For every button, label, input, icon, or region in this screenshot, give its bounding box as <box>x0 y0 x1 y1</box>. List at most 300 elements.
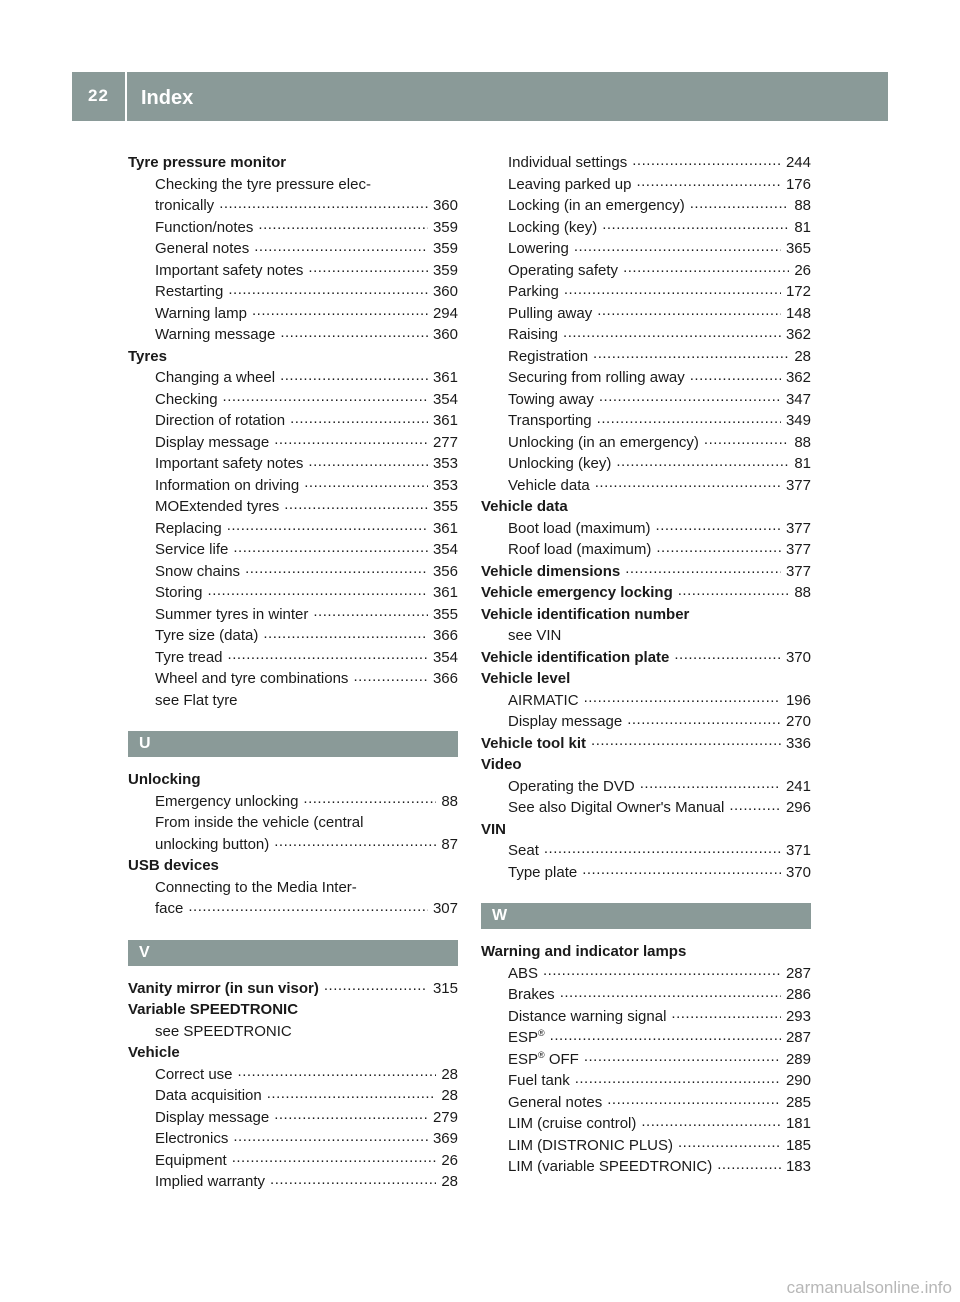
entry-label-text: See also Digital Owner's Manual <box>508 799 725 816</box>
index-heading <box>128 978 458 1000</box>
index-subentry <box>481 862 811 884</box>
index-subentry <box>481 797 811 819</box>
dot-leader <box>274 848 436 849</box>
dot-leader <box>625 575 781 576</box>
dot-leader <box>627 725 781 726</box>
entry-label <box>508 346 588 368</box>
section-letter-bar: U <box>128 731 458 757</box>
entry-label-text: Replacing <box>155 519 222 537</box>
entry-label-text: Restarting <box>155 283 224 300</box>
entry-label <box>155 1085 262 1107</box>
dot-leader <box>270 1185 436 1186</box>
entry-label-text: Operating safety <box>508 261 619 279</box>
entry-label-text: ESP <box>508 1029 539 1046</box>
entry-label-text: Vanity mirror (in sun visor) <box>128 979 319 997</box>
section-letter-bar: V <box>128 940 458 966</box>
page-reference: 181 <box>785 1115 811 1132</box>
page-reference: 196 <box>785 691 811 709</box>
page-reference: 336 <box>785 734 811 752</box>
entry-label <box>155 1128 228 1150</box>
entry-label <box>508 410 592 432</box>
page-reference: 296 <box>785 799 811 816</box>
page-reference: 28 <box>441 1087 458 1104</box>
dot-leader <box>188 912 428 913</box>
dot-leader <box>263 639 428 640</box>
dot-leader <box>232 1164 437 1165</box>
index-subentry: Checking the tyre pressure elec- <box>155 175 371 193</box>
dot-leader <box>353 682 428 683</box>
entry-label <box>155 668 348 690</box>
entry-label-text: General notes <box>508 1093 603 1111</box>
entry-label <box>155 475 299 497</box>
entry-label-text: Boot load (maximum) <box>508 519 651 537</box>
page-reference: 26 <box>441 1151 458 1169</box>
entry-label <box>508 1027 545 1049</box>
index-heading: Variable SPEEDTRONIC <box>128 1001 299 1018</box>
entry-label-text: Warning message <box>155 326 276 343</box>
page-reference: 377 <box>785 519 811 537</box>
index-heading: Vehicle identification number <box>481 605 690 623</box>
page-reference: 361 <box>432 519 458 537</box>
page-reference: 361 <box>432 369 458 386</box>
dot-leader <box>623 274 789 275</box>
entry-label <box>508 1092 602 1114</box>
index-heading <box>481 647 811 669</box>
dot-leader <box>595 489 781 490</box>
entry-label <box>155 303 247 325</box>
header-bar <box>72 72 888 121</box>
entry-label-text: Tyre tread <box>155 648 223 666</box>
page-reference: 185 <box>785 1136 811 1154</box>
entry-label <box>508 984 555 1006</box>
page-reference: 293 <box>785 1007 811 1025</box>
entry-label-text: Brakes <box>508 986 555 1003</box>
index-subentry: see VIN <box>508 627 562 644</box>
entry-label-text: ESP <box>508 1050 539 1068</box>
dot-leader <box>671 1020 781 1021</box>
page-reference: 290 <box>785 1072 811 1089</box>
page-reference: 356 <box>432 562 458 580</box>
index-heading: Tyres <box>128 347 167 365</box>
entry-label-text: Unlocking (key) <box>508 455 612 472</box>
entry-label-text: Important safety notes <box>155 455 304 472</box>
entry-label-text: Roof load (maximum) <box>508 541 652 558</box>
index-column-left <box>128 152 458 1193</box>
entry-label <box>155 1150 227 1172</box>
page-reference: 362 <box>785 369 811 386</box>
dot-leader <box>219 209 428 210</box>
entry-label-text: unlocking button) <box>155 835 270 853</box>
entry-label <box>155 281 223 303</box>
entry-label <box>508 776 635 798</box>
entry-label <box>508 1113 636 1135</box>
index-heading: Vehicle level <box>481 670 571 687</box>
page-reference: 81 <box>794 218 811 236</box>
entry-label-text: Checking <box>155 390 218 408</box>
entry-label <box>508 1049 579 1071</box>
entry-label <box>155 217 253 239</box>
entry-label <box>508 1156 712 1178</box>
entry-label-text: Lowering <box>508 240 569 257</box>
index-subentry <box>128 1171 458 1193</box>
entry-label <box>508 797 724 819</box>
entry-label <box>508 1070 570 1092</box>
entry-label-text: General notes <box>155 240 250 257</box>
entry-label-text: Important safety notes <box>155 261 304 279</box>
entry-label-text: Wheel and tyre combinations <box>155 670 349 687</box>
index-subentry <box>481 475 811 497</box>
entry-label <box>481 582 673 604</box>
dot-leader <box>233 1142 428 1143</box>
entry-label-text: MOExtended tyres <box>155 498 280 515</box>
entry-label-text: Equipment <box>155 1151 227 1169</box>
entry-label <box>508 1135 673 1157</box>
entry-label-text: Type plate <box>508 863 578 881</box>
dot-leader <box>267 1099 437 1100</box>
entry-label-text: Vehicle emergency locking <box>481 584 673 601</box>
dot-leader <box>324 992 428 993</box>
page-reference: 286 <box>785 986 811 1003</box>
entry-label-text: Information on driving <box>155 476 300 494</box>
dot-leader <box>274 1121 428 1122</box>
dot-leader <box>303 805 436 806</box>
dot-leader <box>550 1041 781 1042</box>
entry-label-text: Fuel tank <box>508 1072 570 1089</box>
page-reference: 307 <box>432 900 458 917</box>
page-reference: 26 <box>794 261 811 279</box>
index-subentry <box>128 668 458 690</box>
page-reference: 370 <box>785 648 811 666</box>
dot-leader <box>313 618 428 619</box>
entry-label-text: Securing from rolling away <box>508 369 685 386</box>
index-heading: Vehicle <box>128 1044 180 1061</box>
dot-leader <box>582 876 781 877</box>
index-heading <box>481 733 811 755</box>
entry-label-text: Unlocking (in an emergency) <box>508 433 699 451</box>
page-reference: 28 <box>441 1065 458 1083</box>
page-reference: 359 <box>432 218 458 236</box>
page-reference: 28 <box>441 1173 458 1190</box>
entry-label <box>155 1064 233 1086</box>
dot-leader <box>543 977 781 978</box>
dot-leader <box>223 403 428 404</box>
entry-label-text: Implied warranty <box>155 1173 266 1190</box>
index-subentry <box>128 834 458 856</box>
index-heading: Warning and indicator lamps <box>481 943 687 960</box>
dot-leader <box>717 1170 781 1171</box>
dot-leader <box>280 381 428 382</box>
page-reference: 361 <box>432 584 458 601</box>
entry-label <box>155 432 269 454</box>
dot-leader <box>284 510 428 511</box>
page-reference: 285 <box>785 1093 811 1111</box>
entry-label-text: LIM (variable SPEEDTRONIC) <box>508 1158 713 1175</box>
entry-label-text: Operating the DVD <box>508 777 635 795</box>
entry-label <box>155 238 249 260</box>
entry-label-text: AIRMATIC <box>508 691 579 709</box>
entry-label <box>508 174 631 196</box>
dot-leader <box>308 467 428 468</box>
entry-label-text: Parking <box>508 283 559 300</box>
entry-label-text: ABS <box>508 964 539 982</box>
index-subentry: see SPEEDTRONIC <box>155 1022 292 1040</box>
entry-label-text: Individual settings <box>508 154 628 171</box>
entry-label-text: Display message <box>155 433 270 451</box>
dot-leader <box>641 1127 781 1128</box>
entry-label-suffix: OFF <box>544 1050 579 1068</box>
dot-leader <box>208 596 428 597</box>
entry-label <box>155 582 203 604</box>
entry-label-text: Display message <box>155 1108 270 1126</box>
dot-leader <box>280 338 428 339</box>
index-heading: Unlocking <box>128 771 201 788</box>
page-reference: 360 <box>432 283 458 300</box>
dot-leader <box>597 424 781 425</box>
entry-label <box>508 840 539 862</box>
index-heading: USB devices <box>128 857 219 874</box>
entry-label-text: Locking (in an emergency) <box>508 197 685 214</box>
index-subentry <box>128 791 458 813</box>
entry-label-text: Vehicle identification plate <box>481 648 670 666</box>
index-heading: VIN <box>481 820 507 838</box>
entry-label-text: Service life <box>155 541 229 558</box>
dot-leader <box>228 661 428 662</box>
entry-label-text: Distance warning signal <box>508 1007 667 1025</box>
page-reference: 287 <box>785 964 811 982</box>
entry-label <box>481 561 620 583</box>
page-reference: 361 <box>432 412 458 429</box>
index-heading <box>481 582 811 604</box>
index-column-right <box>481 152 811 1178</box>
entry-label-text: face <box>155 900 184 917</box>
entry-label-text: Storing <box>155 584 203 601</box>
page-reference: 176 <box>785 175 811 193</box>
dot-leader <box>575 1084 781 1085</box>
entry-label <box>508 152 627 174</box>
watermark[interactable]: carmanualsonline.info <box>786 1278 952 1297</box>
entry-label <box>508 238 569 260</box>
dot-leader <box>591 747 781 748</box>
page-reference: 241 <box>785 777 811 795</box>
index-subentry: From inside the vehicle (central <box>155 814 364 831</box>
entry-label-text: Vehicle dimensions <box>481 562 621 580</box>
entry-label <box>155 647 223 669</box>
dot-leader <box>584 1063 781 1064</box>
page-reference: 370 <box>785 863 811 881</box>
entry-label <box>508 690 579 712</box>
dot-leader <box>674 661 781 662</box>
dot-leader <box>228 295 428 296</box>
entry-label <box>508 862 577 884</box>
page-reference: 359 <box>432 261 458 279</box>
entry-label-text: Vehicle data <box>508 476 590 494</box>
entry-label-text: Pulling away <box>508 304 593 322</box>
entry-label <box>128 978 319 1000</box>
entry-label <box>508 281 559 303</box>
entry-label-text: Transporting <box>508 412 592 429</box>
entry-label-text: tronically <box>155 197 215 214</box>
entry-label-text: Direction of rotation <box>155 412 286 429</box>
entry-label-text: Snow chains <box>155 562 241 580</box>
entry-label-text: LIM (DISTRONIC PLUS) <box>508 1136 674 1154</box>
index-heading: Vehicle data <box>481 498 568 515</box>
page-reference: 354 <box>432 390 458 408</box>
entry-label <box>155 195 214 217</box>
dot-leader <box>636 188 781 189</box>
page-reference: 362 <box>785 326 811 343</box>
entry-label-text: Tyre size (data) <box>155 627 259 644</box>
page-reference: 294 <box>432 304 458 322</box>
dot-leader <box>593 360 789 361</box>
page-reference: 377 <box>785 476 811 494</box>
page-reference: 148 <box>785 304 811 322</box>
entry-label <box>481 733 586 755</box>
page-reference: 366 <box>432 627 458 644</box>
dot-leader <box>599 403 781 404</box>
dot-leader <box>258 231 428 232</box>
section-letter-bar: W <box>481 903 811 929</box>
dot-leader <box>252 317 428 318</box>
page-number: 22 <box>88 86 109 105</box>
entry-label-text: Changing a wheel <box>155 369 276 386</box>
entry-label <box>508 389 594 411</box>
entry-label-text: Registration <box>508 347 589 365</box>
entry-label-text: Emergency unlocking <box>155 792 299 810</box>
page-reference: 349 <box>785 412 811 429</box>
dot-leader <box>560 998 781 999</box>
entry-label <box>155 791 298 813</box>
entry-label-text: Correct use <box>155 1065 233 1083</box>
dot-leader <box>602 231 789 232</box>
page-reference: 360 <box>432 326 458 343</box>
dot-leader <box>632 166 781 167</box>
page-reference: 183 <box>785 1158 811 1175</box>
entry-label <box>155 453 303 475</box>
entry-label-text: Towing away <box>508 390 594 408</box>
entry-label <box>155 410 285 432</box>
page-reference: 172 <box>785 283 811 300</box>
entry-label <box>508 518 651 540</box>
dot-leader <box>616 467 789 468</box>
index-subentry <box>481 1156 811 1178</box>
entry-label-text: Locking (key) <box>508 218 598 236</box>
dot-leader <box>690 209 790 210</box>
page-reference: 244 <box>785 154 811 171</box>
dot-leader <box>290 424 428 425</box>
entry-label <box>155 1171 265 1193</box>
entry-label-text: Vehicle tool kit <box>481 734 587 752</box>
dot-leader <box>304 489 428 490</box>
page-reference: 87 <box>441 835 458 853</box>
index-heading: Video <box>481 756 522 773</box>
entry-label-text: Summer tyres in winter <box>155 605 309 623</box>
dot-leader <box>238 1078 437 1079</box>
dot-leader <box>678 1149 781 1150</box>
entry-label <box>508 324 558 346</box>
page-reference: 369 <box>432 1130 458 1147</box>
dot-leader <box>584 704 781 705</box>
page-reference: 88 <box>794 197 811 214</box>
dot-leader <box>597 317 781 318</box>
entry-label-text: Raising <box>508 326 559 343</box>
dot-leader <box>245 575 428 576</box>
entry-label <box>155 898 183 920</box>
page-reference: 354 <box>432 648 458 666</box>
entry-label <box>481 647 669 669</box>
entry-label-text: Leaving parked up <box>508 175 632 193</box>
page-reference: 353 <box>432 455 458 472</box>
page-reference: 88 <box>794 433 811 451</box>
page-reference: 88 <box>794 584 811 601</box>
entry-label <box>508 963 538 985</box>
index-subentry: Connecting to the Media Inter- <box>155 878 357 896</box>
page-reference: 355 <box>432 498 458 515</box>
page-reference: 287 <box>785 1029 811 1046</box>
entry-label-text: Warning lamp <box>155 304 247 322</box>
entry-label <box>155 834 269 856</box>
entry-label <box>155 389 218 411</box>
dot-leader <box>656 553 781 554</box>
page-reference: 359 <box>432 240 458 257</box>
dot-leader <box>544 854 781 855</box>
dot-leader <box>227 532 428 533</box>
dot-leader <box>704 446 789 447</box>
page-reference: 366 <box>432 670 458 687</box>
registered-mark: ® <box>538 1049 545 1060</box>
page-reference: 377 <box>785 541 811 558</box>
entry-label-text: Data acquisition <box>155 1087 262 1104</box>
page-reference: 355 <box>432 605 458 623</box>
page-reference: 371 <box>785 842 811 859</box>
entry-label-text: Seat <box>508 842 539 859</box>
page-reference: 279 <box>432 1108 458 1126</box>
page-reference: 88 <box>441 792 458 810</box>
page-reference: 315 <box>432 979 458 997</box>
entry-label-text: LIM (cruise control) <box>508 1115 637 1132</box>
index-heading: Tyre pressure monitor <box>128 154 287 171</box>
registered-mark: ® <box>538 1028 545 1038</box>
entry-label <box>508 475 590 497</box>
entry-label <box>155 518 222 540</box>
dot-leader <box>607 1106 781 1107</box>
dot-leader <box>678 596 790 597</box>
header-divider <box>125 72 127 121</box>
index-subentry <box>128 898 458 920</box>
entry-label-text: Electronics <box>155 1130 229 1147</box>
page-reference: 365 <box>785 240 811 257</box>
dot-leader <box>254 252 428 253</box>
dot-leader <box>308 274 428 275</box>
dot-leader <box>564 295 781 296</box>
page-reference: 270 <box>785 713 811 730</box>
entry-label-text: Display message <box>508 713 623 730</box>
page-reference: 354 <box>432 541 458 558</box>
page-reference: 377 <box>785 562 811 580</box>
dot-leader <box>656 532 781 533</box>
page-reference: 28 <box>794 347 811 365</box>
entry-label <box>155 324 275 346</box>
page-reference: 353 <box>432 476 458 494</box>
entry-label <box>155 539 228 561</box>
dot-leader <box>563 338 781 339</box>
index-subentry <box>128 324 458 346</box>
page-reference: 347 <box>785 390 811 408</box>
dot-leader <box>690 381 781 382</box>
dot-leader <box>640 790 781 791</box>
page-title: Index <box>141 87 194 109</box>
page-reference: 81 <box>794 455 811 472</box>
dot-leader <box>233 553 428 554</box>
